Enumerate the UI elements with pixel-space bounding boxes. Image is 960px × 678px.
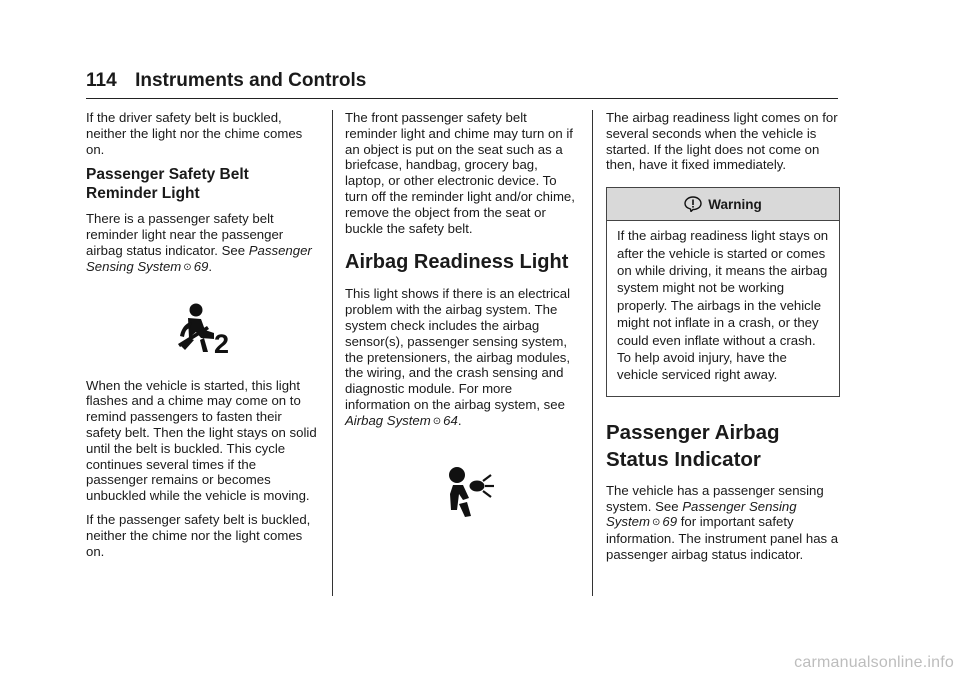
- warning-text: If the airbag readiness light stays on after the vehicle is started or comes on while driving, it means the airbag system might not be working properly. The airbags in the vehicle might not inflate in a crash, or they could even inflate without a crash. To help avoid injury, have the vehicle serviced right away.: [617, 228, 829, 383]
- paragraph: The airbag readiness light comes on for several seconds when the vehicle is started. If the light does not come on then, have it fixed immediately.: [606, 110, 838, 173]
- cross-reference-link[interactable]: Passenger Sensing System: [86, 242, 312, 274]
- cross-reference-link[interactable]: Airbag System: [345, 412, 431, 428]
- paragraph: When the vehicle is started, this light flashes and a chime may come on to remind passengers to fasten their safety belt. Then the light stays on solid until the belt is buckled. This cycle continues several times if the passenger remains or becomes unbuckled while the vehicle is moving.: [86, 377, 317, 504]
- seatbelt-reminder-icon: [174, 302, 240, 356]
- paragraph: The front passenger safety belt reminder light and chime may turn on if an object is put on the seat such as a briefcase, handbag, grocery bag, laptop, or other electronic device. To turn off the reminder light and/or chime, remove the object from the seat or buckle the safety belt.: [345, 110, 575, 236]
- warning-title: Warning: [708, 196, 762, 212]
- warning-icon: [684, 196, 702, 212]
- page-reference-icon: ⊙: [651, 517, 661, 529]
- paragraph: If the passenger safety belt is buckled, neither the chime nor the light comes on.: [86, 511, 311, 559]
- page-reference-icon: ⊙: [183, 261, 192, 273]
- column-2: [345, 110, 579, 518]
- watermark: carmanualsonline.info: [794, 654, 954, 671]
- cross-reference-page[interactable]: 64: [443, 412, 458, 428]
- page-reference-icon: ⊙: [432, 415, 442, 427]
- column-divider: [332, 110, 333, 596]
- cross-reference-link[interactable]: Passenger Sensing System: [606, 498, 797, 530]
- cross-reference-page[interactable]: 69: [193, 258, 209, 274]
- warning-header: [607, 188, 839, 221]
- paragraph: If the driver safety belt is buckled, neither the light nor the chime comes on.: [86, 110, 303, 157]
- paragraph: There is a passenger safety belt reminder light near the passenger airbag status indicator. See Passenger Sensing System ⊙ 69.: [86, 211, 312, 274]
- column-3: [606, 110, 840, 571]
- paragraph: The vehicle has a passenger sensing system. See Passenger Sensing System ⊙ 69 for important safety information. The instrument panel has a passenger airbag status indicator.: [606, 482, 839, 563]
- section-heading: Passenger Safety Belt Reminder Light: [86, 166, 249, 203]
- page-header: [86, 70, 838, 99]
- section-heading: Passenger Airbag Status Indicator: [606, 420, 780, 471]
- section-heading: Airbag Readiness Light: [345, 251, 569, 274]
- column-1: [86, 110, 320, 567]
- cross-reference-page[interactable]: 69: [662, 514, 678, 530]
- column-divider: [592, 110, 593, 596]
- airbag-readiness-icon: [447, 466, 495, 518]
- section-title: Instruments and Controls: [135, 70, 367, 91]
- seatbelt-icon-digit: 2: [214, 328, 230, 356]
- warning-box: [606, 187, 840, 397]
- paragraph: This light shows if there is an electrical problem with the airbag system. The system check includes the airbag sensor(s), passenger sensing system, the pretensioners, the airbag modules, the wiring, and the crash sensing and diagnostic module. For more information on the airbag system, see Airbag System ⊙ 64.: [345, 286, 571, 428]
- page-number: 114: [86, 70, 117, 91]
